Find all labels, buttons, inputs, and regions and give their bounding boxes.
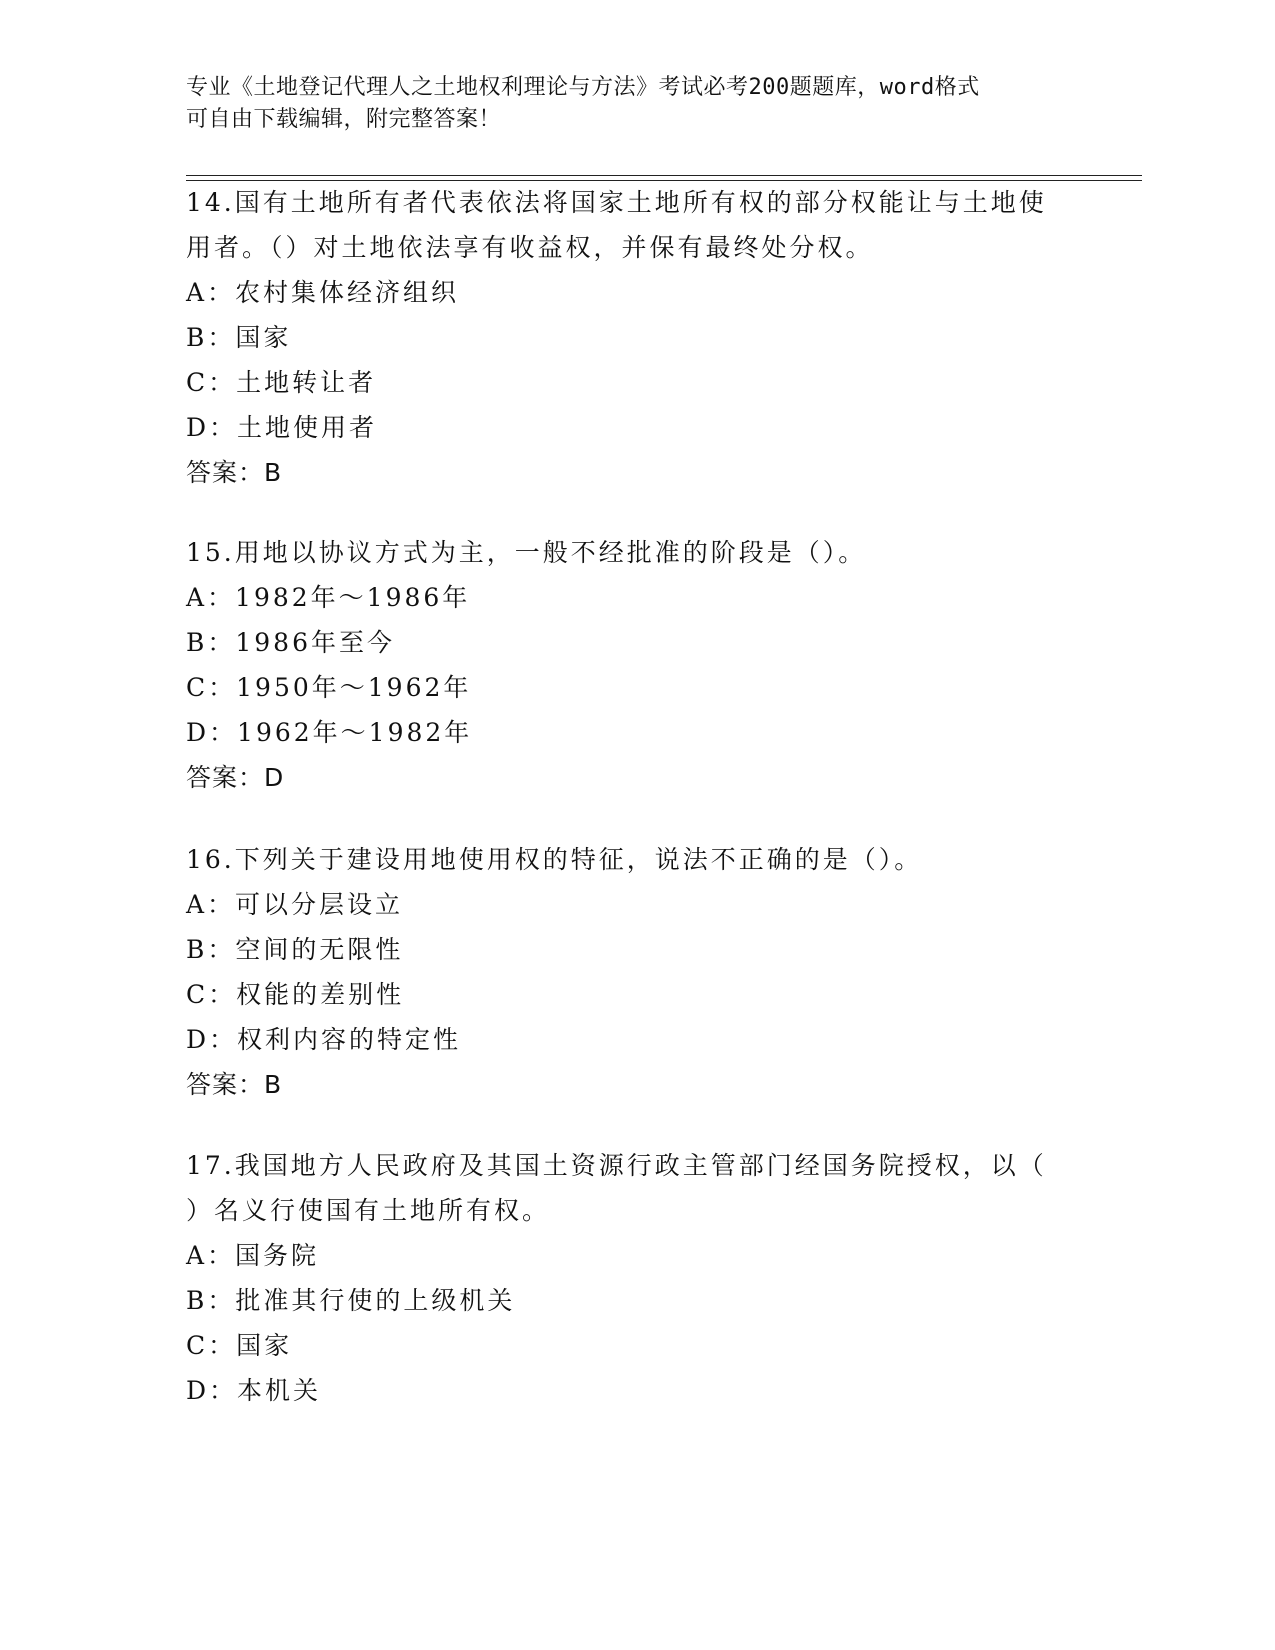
option-a: A：国务院 [186, 1241, 320, 1270]
option-c: C：1950年～1962年 [186, 673, 472, 702]
option-a: A：1982年～1986年 [186, 583, 471, 612]
answer: 答案：B [186, 458, 283, 487]
header-line-1: 专业《土地登记代理人之土地权利理论与方法》考试必考200题题库，word格式 [186, 75, 980, 100]
question-stem [186, 837, 1086, 882]
question-stem [186, 180, 1086, 270]
question-16 [186, 837, 1086, 1107]
question-stem-line: ）名义行使国有土地所有权。 [186, 1196, 551, 1225]
question-stem-line: 用者。（）对土地依法享有收益权，并保有最终处分权。 [186, 233, 874, 262]
option-c: C：权能的差别性 [186, 980, 405, 1009]
option-c: C：国家 [186, 1331, 293, 1360]
answer: 答案：D [186, 763, 285, 792]
question-stem-line: 17.我国地方人民政府及其国土资源行政主管部门经国务院授权，以（ [186, 1151, 1047, 1180]
header-line-2: 可自由下载编辑，附完整答案！ [186, 107, 502, 132]
question-stem [186, 530, 1086, 575]
option-d: D：权利内容的特定性 [186, 1025, 462, 1054]
document-header [186, 72, 1086, 136]
question-stem-line: 14.国有土地所有者代表依法将国家土地所有权的部分权能让与土地使 [186, 188, 1047, 217]
question-15 [186, 530, 1086, 800]
option-c: C：土地转让者 [186, 368, 377, 397]
option-b: B：1986年至今 [186, 628, 395, 657]
option-b: B：空间的无限性 [186, 935, 404, 964]
question-17 [186, 1143, 1086, 1413]
option-d: D：本机关 [186, 1376, 322, 1405]
question-stem-line: 16.下列关于建设用地使用权的特征，说法不正确的是（）。 [186, 845, 923, 874]
option-d: D：土地使用者 [186, 413, 378, 442]
option-b: B：批准其行使的上级机关 [186, 1286, 516, 1315]
header-divider-top [186, 175, 1142, 176]
option-d: D：1962年～1982年 [186, 718, 473, 747]
answer: 答案：B [186, 1070, 283, 1099]
option-a: A：可以分层设立 [186, 890, 404, 919]
option-b: B：国家 [186, 323, 292, 352]
question-14 [186, 180, 1086, 495]
question-stem-line: 15.用地以协议方式为主，一般不经批准的阶段是（）。 [186, 538, 867, 567]
option-a: A：农村集体经济组织 [186, 278, 460, 307]
question-stem [186, 1143, 1086, 1233]
